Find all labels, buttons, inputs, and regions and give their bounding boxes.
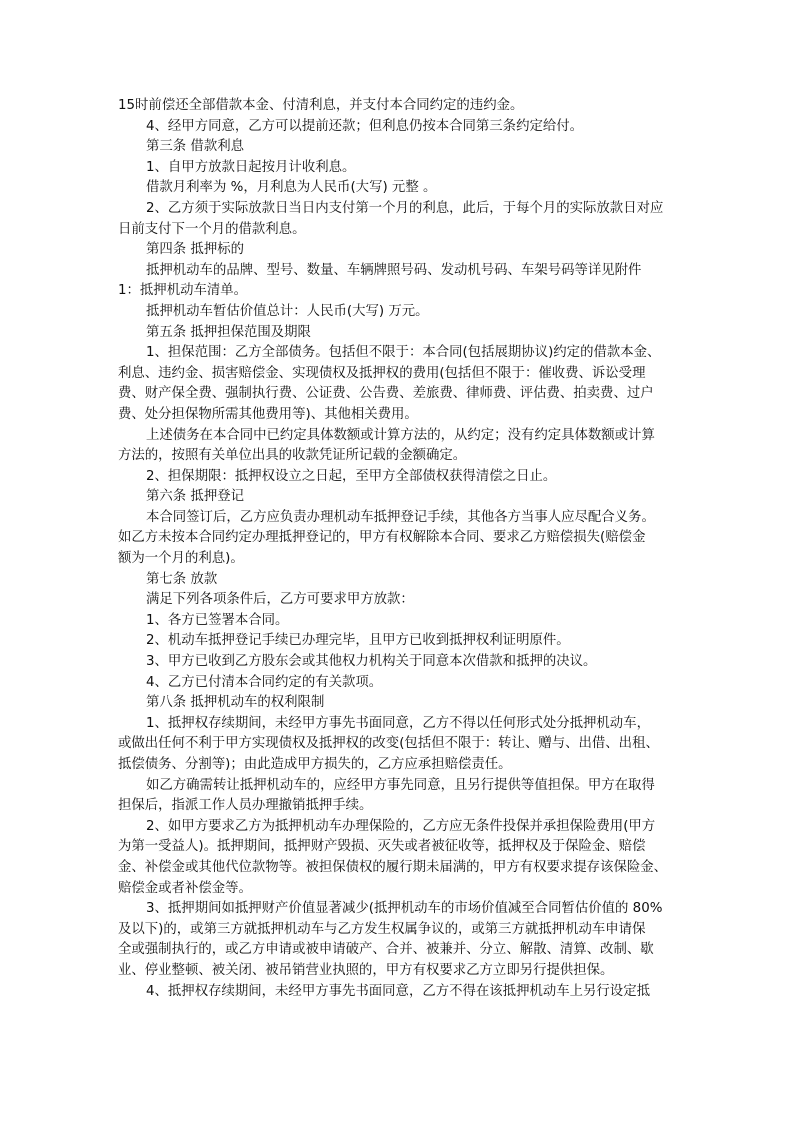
text-line: 如乙方未按本合同约定办理抵押登记的，甲方有权解除本合同、要求乙方赔偿损失(赔偿金 (118, 530, 646, 546)
text-line: 如乙方确需转让抵押机动车的，应经甲方事先同意，且另行提供等值担保。甲方在取得 (146, 777, 655, 793)
section-heading: 第六条 抵押登记 (146, 489, 244, 505)
text-line: 上述债务在本合同中已约定具体数额或计算方法的，从约定；没有约定具体数额或计算 (146, 427, 655, 443)
text-line: 1、自甲方放款日起按月计收利息。 (146, 159, 356, 175)
document-body (118, 96, 680, 1002)
text-line: 2、如甲方要求乙方为抵押机动车办理保险的，乙方应无条件投保并承担保险费用(甲方 (146, 818, 656, 834)
text-line: 1：抵押机动车清单。 (118, 283, 248, 299)
text-line: 3、抵押期间如抵押财产价值显著减少(抵押机动车的市场价值减至合同暂估价值的 80% (146, 901, 663, 917)
section-heading: 第八条 抵押机动车的权利限制 (146, 695, 325, 711)
section-heading: 第五条 抵押担保范围及期限 (146, 324, 311, 340)
text-line: 本合同签订后，乙方应负责办理机动车抵押登记手续，其他各方当事人应尽配合义务。 (146, 509, 655, 525)
text-line: 业、停业整顿、被关闭、被吊销营业执照的，甲方有权要求乙方立即另行提供担保。 (118, 962, 614, 978)
text-line: 4、乙方已付清本合同约定的有关款项。 (146, 674, 383, 690)
text-line: 赔偿金或者补偿金等。 (118, 880, 252, 896)
text-line: 1、担保范围：乙方全部债务。包括但不限于：本合同(包括展期协议)约定的借款本金、 (146, 345, 661, 361)
text-line: 及以下)的，或第三方就抵押机动车与乙方发生权属争议的，或第三方就抵押机动车申请保 (118, 921, 646, 937)
text-line: 借款月利率为 %，月利息为人民币(大写) 元整 。 (146, 180, 437, 196)
text-line: 金、补偿金或其他代位款物等。被担保债权的履行期未届满的，甲方有权要求提存该保险金、 (118, 859, 668, 875)
text-line: 或做出任何不利于甲方实现债权及抵押权的改变(包括但不限于：转让、赠与、出借、出租、 (118, 736, 659, 752)
text-line: 方法的，按照有关单位出具的收款凭证所记载的金额确定。 (118, 448, 467, 464)
text-line: 3、甲方已收到乙方股东会或其他权力机构关于同意本次借款和抵押的决议。 (146, 654, 597, 670)
text-line: 抵押机动车的品牌、型号、数量、车辆牌照号码、发动机号码、车架号码等详见附件 (146, 262, 642, 278)
section-heading: 第七条 放款 (146, 571, 218, 587)
text-line: 费、处分担保物所需其他费用等)、其他相关费用。 (118, 406, 418, 422)
text-line: 为第一受益人)。抵押期间，抵押财产毁损、灭失或者被征收等，抵押权及于保险金、赔偿 (118, 839, 646, 855)
section-heading: 第三条 借款利息 (146, 139, 244, 155)
text-line: 全或强制执行的，或乙方申请或被申请破产、合并、被兼并、分立、解散、清算、改制、歇 (118, 942, 654, 958)
section-heading: 第四条 抵押标的 (146, 242, 244, 258)
text-line: 担保后，指派工作人员办理撤销抵押手续。 (118, 798, 373, 814)
text-line: 4、抵押权存续期间，未经甲方事先书面同意，乙方不得在该抵押机动车上另行设定抵 (146, 983, 650, 999)
text-line: 费、财产保全费、强制执行费、公证费、公告费、差旅费、律师费、评估费、拍卖费、过户 (118, 386, 654, 402)
text-line: 抵偿债务、分割等)；由此造成甲方损失的，乙方应承担赔偿责任。 (118, 757, 512, 772)
text-line: 2、乙方须于实际放款日当日内支付第一个月的利息，此后，于每个月的实际放款日对应 (146, 200, 664, 216)
text-line: 2、担保期限：抵押权设立之日起，至甲方全部债权获得清偿之日止。 (146, 468, 557, 484)
text-line: 日前支付下一个月的借款利息。 (118, 221, 306, 237)
text-line: 1、抵押权存续期间，未经甲方事先书面同意，乙方不得以任何形式处分抵押机动车， (146, 715, 650, 731)
text-line: 15时前偿还全部借款本金、付清利息，并支付本合同约定的违约金。 (118, 98, 524, 113)
text-line: 满足下列各项条件后，乙方可要求甲方放款： (146, 592, 414, 608)
text-line: 2、机动车抵押登记手续已办理完毕，且甲方已收到抵押权利证明原件。 (146, 633, 570, 649)
text-line: 额为一个月的利息)。 (118, 551, 244, 567)
text-line: 抵押机动车暂估价值总计：人民币(大写) 万元。 (146, 303, 429, 319)
text-line: 1、各方已签署本合同。 (146, 612, 289, 628)
text-line: 4、经甲方同意，乙方可以提前还款；但利息仍按本合同第三条约定给付。 (146, 118, 584, 134)
text-line: 利息、违约金、损害赔偿金、实现债权及抵押权的费用(包括但不限于：催收费、诉讼受理 (118, 365, 646, 381)
